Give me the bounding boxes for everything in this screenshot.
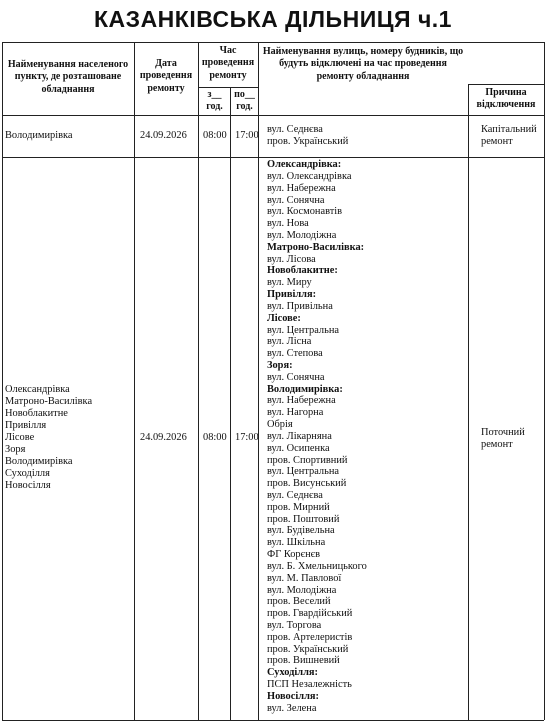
street-line: пров. Висунський [267,478,347,490]
street-line: вул. М. Павлової [267,572,342,584]
row-time-to: 17:00 [235,130,259,141]
street-line: пров. Спортивний [267,454,348,466]
street-line: вул. Олександрівка [267,170,352,182]
row-time-to: 17:00 [235,432,259,443]
street-line: пров. Гвардійський [267,608,353,620]
row-date: 24.09.2026 [140,432,187,443]
street-line: вул. Сонячна [267,194,325,206]
street-line: вул. Лікарняна [267,430,332,442]
header-time: Час проведення ремонту [201,45,255,81]
header-from: з__ год. [206,89,223,113]
settlement-subheading: Новоблакитне: [267,265,338,277]
header-date: Дата проведення ремонту [139,58,193,94]
street-line: вул. Лісна [267,336,312,348]
street-line: вул. Молодіжна [267,229,337,241]
street-line: вул. Миру [267,277,312,289]
street-line: вул. Космонавтів [267,206,343,218]
header-to: по__ год. [234,89,255,113]
street-line: пров. Український [267,643,349,655]
settlement-subheading: Новосілля: [267,690,319,702]
street-line: вул. Сонячна [267,371,325,383]
street-line: вул. Центральна [267,324,340,336]
row-settlements: Олександрівка Матроно-Василівка Новоблакитне Привілля Лісове Зоря Володимирівка Суходілля Новосілля [5,384,93,491]
street-line: вул. Седнєва [267,490,323,501]
row-time-from: 08:00 [203,130,227,141]
settlement-subheading: Олександрівка: [267,159,342,170]
header-streets: Найменування вулиць, номеру будників, що будуть відключені на час проведення ремонту обладнання [262,46,464,82]
street-line: вул. Лісова [267,253,316,265]
street-line: пров. Український [267,136,349,147]
street-line: вул. Б. Хмельницького [267,560,367,572]
row-settlements: Володимирівка [5,130,73,141]
street-line: Обрія [267,419,293,430]
settlement-subheading: Суходілля: [267,667,319,679]
settlement-subheading: Матроно-Василівка: [267,241,365,253]
settlement-subheading: Лісове: [267,312,301,324]
street-line: пров. Мирний [267,501,330,513]
street-line: вул. Будівельна [267,525,335,537]
street-line: вул. Набережна [267,395,336,407]
street-line: вул. Шкільна [267,537,326,549]
street-line: вул. Зелена [267,702,317,714]
street-line: вул. Молодіжна [267,584,337,596]
street-line: пров. Веселий [267,596,331,608]
street-line: ФГ Корєнєв [267,549,321,561]
settlement-subheading: Володимирівка: [267,383,343,395]
header-settlement: Найменування населеного пункту, де розташоване обладнання [7,59,129,95]
row-time-from: 08:00 [203,432,227,443]
street-line: вул. Степова [267,348,323,360]
settlement-subheading: Привілля: [267,289,317,300]
street-line: пров. Вишневий [267,655,340,667]
street-line: вул. Торгова [267,620,322,631]
settlement-subheading: Зоря: [267,359,293,371]
street-line: вул. Седнєва [267,124,323,135]
row-reason: Капітальний ремонт [481,124,537,147]
street-line: пров. Поштовий [267,513,340,525]
street-line: пров. Артелеристів [267,631,353,643]
street-line: вул. Нагорна [267,407,324,419]
street-line: вул. Нова [267,218,309,230]
street-line: вул. Осипенка [267,442,330,454]
street-line: вул. Центральна [267,466,340,478]
row-date: 24.09.2026 [140,130,187,141]
street-line: вул. Привільна [267,300,333,312]
street-line: ПСП Незалежність [267,679,352,691]
page-title: КАЗАНКІВСЬКА ДІЛЬНИЦЯ ч.1 [94,6,452,32]
street-line: вул. Набережна [267,182,336,194]
row-reason: Поточний ремонт [481,427,525,450]
header-reason: Причина відключення [476,87,536,111]
